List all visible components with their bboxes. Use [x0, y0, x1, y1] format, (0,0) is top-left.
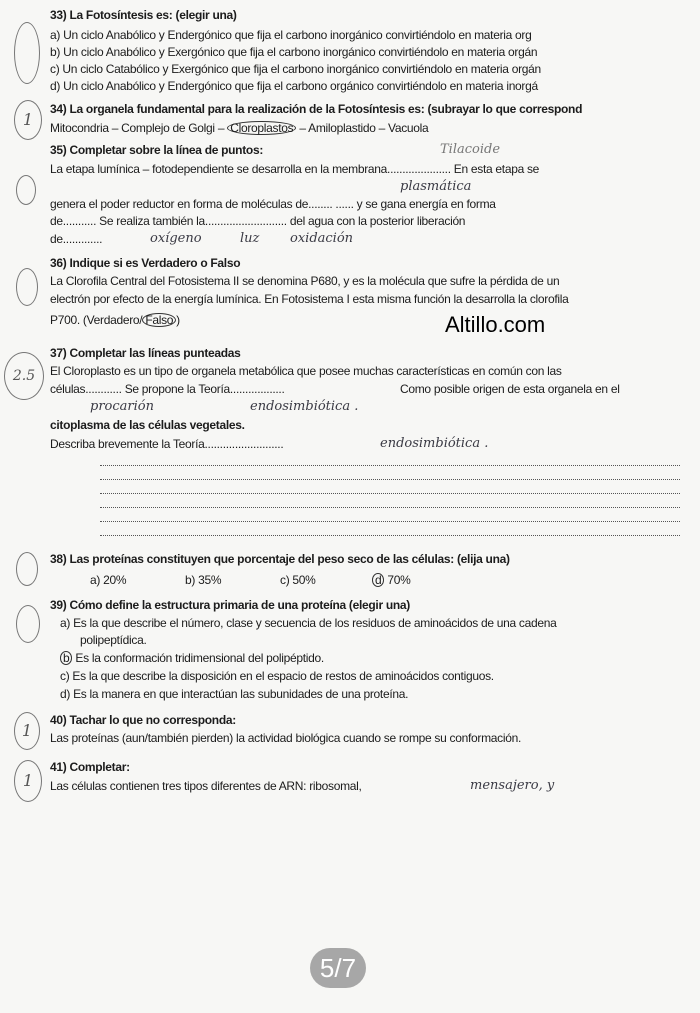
page-indicator: 5/7: [310, 948, 366, 988]
q34-selected: Cloroplastos: [227, 121, 296, 135]
handwritten-endosimbiotica-2: endosimbiótica .: [380, 436, 489, 451]
q38-option-c: c) 50%: [280, 573, 316, 587]
answer-line: [100, 465, 680, 466]
answer-line: [100, 521, 680, 522]
q38-option-b: b) 35%: [185, 573, 222, 587]
q35-line3: de........... Se realiza también la........................... del agua con la posterior liberación: [50, 214, 466, 228]
q39-option-a: a) Es la que describe el número, clase y secuencia de los residuos de aminoácidos de una cadena: [60, 616, 557, 630]
answer-line: [100, 479, 680, 480]
q35-line1: La etapa lumínica – fotodependiente se desarrolla en la membrana..................... En esta etapa se: [50, 162, 540, 176]
grade-circle-q33: [14, 22, 40, 84]
grade-circle-q40: 1: [14, 712, 40, 750]
q37-line2b: Como posible origen de esta organela en el: [400, 382, 620, 396]
q39-option-b-text: Es la conformación tridimensional del polipéptido.: [72, 651, 324, 665]
q34-post: – Amiloplastido – Vacuola: [296, 121, 429, 135]
grade-circle-q36: [16, 268, 38, 306]
q35-line2: genera el poder reductor en forma de moléculas de........ ...... y se gana energía en forma: [50, 197, 496, 211]
q37-line3: citoplasma de las células vegetales.: [50, 418, 245, 432]
handwritten-endosimbiotica-1: endosimbiótica .: [250, 399, 359, 414]
q36-line1: La Clorofila Central del Fotosistema II se denomina P680, y es la molécula que sufre la pérdida de un: [50, 274, 560, 288]
q39-selected-b: b: [60, 651, 72, 665]
q33-title: 33) La Fotosíntesis es: (elegir una): [50, 8, 237, 22]
q36-selected-falso: Falso: [142, 313, 176, 327]
q38-title: 38) Las proteínas constituyen que porcentaje del peso seco de las células: (elija una): [50, 552, 510, 566]
q34-pre: Mitocondria – Complejo de Golgi –: [50, 121, 228, 135]
q36-line2: electrón por efecto de la energía lumínica. En Fotosistema I esta misma función la desarrolla la clorofila: [50, 292, 569, 306]
answer-line: [100, 493, 680, 494]
q39-option-b: [60, 651, 324, 666]
q39-option-c: c) Es la que describe la disposición en el espacio de restos de aminoácidos contiguos.: [60, 669, 494, 683]
grade-circle-q37: 2.5: [4, 352, 44, 400]
q34-options: [50, 121, 428, 136]
grade-circle-q39: [16, 605, 40, 643]
grade-circle-q34: 1: [14, 100, 42, 140]
q41-line: Las células contienen tres tipos diferentes de ARN: ribosomal,: [50, 779, 362, 793]
answer-line: [100, 535, 680, 536]
q33-option-d: d) Un ciclo Anabólico y Endergónico que fija el carbono orgánico convirtiéndolo en materia inorgá: [50, 79, 538, 93]
q36-line3-text: P700. (Verdadero/: [50, 313, 143, 327]
watermark: Altillo.com: [445, 312, 546, 337]
handwritten-procarion: procarión: [90, 399, 154, 414]
q38-option-d: [372, 573, 411, 588]
q39-option-d: d) Es la manera en que interactúan las subunidades de una proteína.: [60, 687, 409, 701]
answer-line: [100, 507, 680, 508]
q35-title: 35) Completar sobre la línea de puntos:: [50, 143, 264, 157]
q39-option-a2: polipeptídica.: [80, 633, 147, 647]
handwritten-tilacoide: Tilacoide: [440, 142, 501, 157]
handwritten-mensajero: mensajero, y: [470, 778, 555, 793]
q38-option-d-value: 70%: [387, 573, 411, 587]
q41-title: 41) Completar:: [50, 760, 130, 774]
q39-title: 39) Cómo define la estructura primaria de una proteína (elegir una): [50, 598, 410, 612]
handwritten-oxidacion: oxidación: [290, 231, 354, 246]
q38-option-a: a) 20%: [90, 573, 127, 587]
handwritten-oxigeno: oxígeno: [150, 231, 202, 246]
grade-circle-q35: [16, 175, 36, 205]
q33-option-c: c) Un ciclo Catabólico y Exergónico que fija el carbono inorgánico convirtiéndolo en materia orgán: [50, 62, 541, 76]
q33-option-b: b) Un ciclo Anabólico y Exergónico que fija el carbono inorgánico convirtiéndolo en materia orgán: [50, 45, 538, 59]
q33-option-a: a) Un ciclo Anabólico y Endergónico que fija el carbono inorgánico convirtiéndolo en materia org: [50, 28, 532, 42]
q34-title: 34) La organela fundamental para la realización de la Fotosíntesis es: (subrayar lo que correspond: [50, 102, 583, 116]
grade-circle-q38: [16, 552, 38, 586]
handwritten-plasmatica: plasmática: [400, 179, 472, 194]
grade-circle-q41: 1: [14, 760, 42, 802]
q40-title: 40) Tachar lo que no corresponda:: [50, 713, 236, 727]
q36-line3: [50, 313, 180, 328]
q37-line1: El Cloroplasto es un tipo de organela metabólica que posee muchas características en común con las: [50, 364, 562, 378]
q36-paren: ): [176, 313, 180, 327]
q35-line4: de.............: [50, 232, 103, 246]
q38-selected-d: d: [372, 573, 384, 587]
q40-line: Las proteínas (aun/también pierden) la actividad biológica cuando se rompe su conformación.: [50, 731, 521, 745]
handwritten-luz: luz: [240, 231, 260, 246]
q37-line2a: células............ Se propone la Teoría..................: [50, 382, 285, 396]
q37-line4: Describa brevemente la Teoría..........................: [50, 437, 284, 451]
q37-title: 37) Completar las líneas punteadas: [50, 346, 241, 360]
q36-title: 36) Indique si es Verdadero o Falso: [50, 256, 241, 270]
